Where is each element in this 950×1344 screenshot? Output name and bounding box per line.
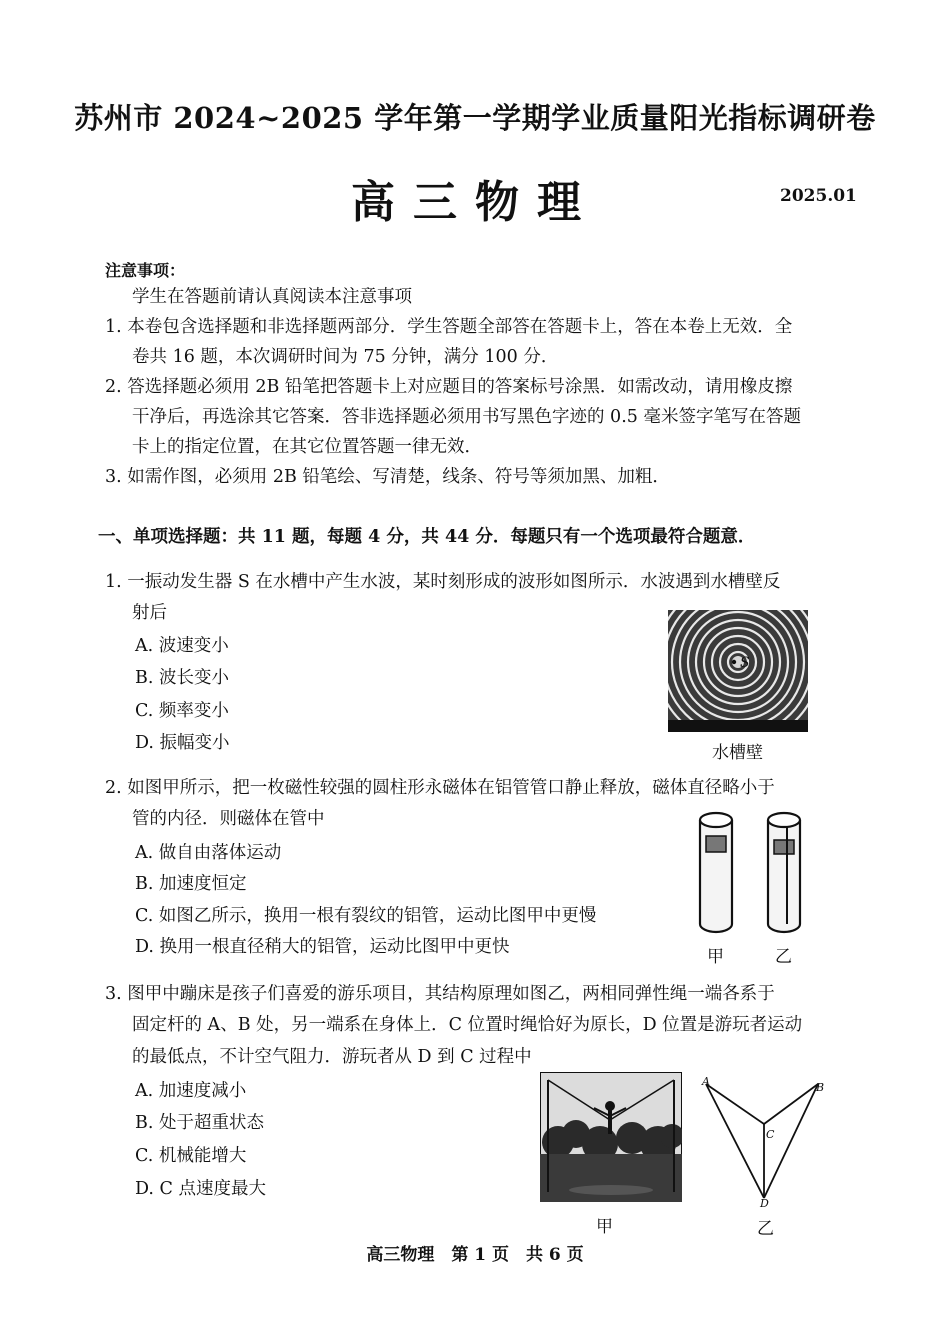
notice-line: 卡上的指定位置，在其它位置答题一律无效． [132,437,482,457]
question-3-stem-cont: 的最低点，不计空气阻力．游玩者从 D 到 C 过程中 [132,1047,532,1067]
notice-line: 1. 本卷包含选择题和非选择题两部分．学生答题全部答在答题卡上，答在本卷上无效．全 [105,317,793,337]
figure-label-jia: 甲 [596,1217,613,1237]
point-c-label: C [766,1128,775,1141]
point-a-label: A [702,1075,710,1088]
question-1-stem-cont: 射后 [132,603,167,623]
question-2-stem: 2. 如图甲所示，把一枚磁性较强的圆柱形永磁体在铝管管口静止释放，磁体直径略小于 [105,778,775,798]
notice-line: 2. 答选择题必须用 2B 铅笔把答题卡上对应题目的答案标号涂黑．如需改动，请用橡皮擦 [105,377,793,397]
wave-source-label: S [740,655,750,671]
figure-label-jia: 甲 [707,947,724,967]
question-1-stem: 1. 一振动发生器 S 在水槽中产生水波，某时刻形成的波形如图所示．水波遇到水槽壁反 [105,572,781,592]
question-2-option-a: A. 做自由落体运动 [135,843,282,863]
question-2-option-d: D. 换用一根直径稍大的铝管，运动比图甲中更快 [135,937,510,957]
page-footer: 高三物理 第 1 页 共 6 页 [366,1245,584,1265]
tank-wall-label: 水槽壁 [712,743,763,763]
notice-intro: 学生在答题前请认真阅读本注意事项 [132,287,412,307]
notice-title: 注意事项： [105,261,186,280]
point-d-label: D [760,1197,769,1208]
question-3-option-a: A. 加速度减小 [135,1081,247,1101]
notice-line: 3. 如需作图，必须用 2B 铅笔绘、写清楚，线条、符号等须加黑、加粗． [105,467,670,487]
question-2-stem-cont: 管的内径．则磁体在管中 [132,809,325,829]
cracked-tube-figure-yi [760,806,808,936]
notice-line: 卷共 16 题，本次调研时间为 75 分钟，满分 100 分． [132,347,559,367]
water-wave-figure [668,610,808,732]
elastic-rope-diagram [700,1074,830,1208]
question-2-option-b: B. 加速度恒定 [135,874,247,894]
aluminum-tube-figure-jia [692,806,740,936]
question-3-stem: 3. 图甲中蹦床是孩子们喜爱的游乐项目，其结构原理如图乙，两相同弹性绳一端各系于 [105,984,775,1004]
exam-title: 苏州市 2024~2025 学年第一学期学业质量阳光指标调研卷 [74,101,876,135]
question-1-option-c: C. 频率变小 [135,701,229,721]
question-3-option-d: D. C 点速度最大 [135,1179,266,1199]
question-2-option-c: C. 如图乙所示，换用一根有裂纹的铝管，运动比图甲中更慢 [135,906,597,926]
exam-date: 2025.01 [780,186,857,206]
question-1-option-d: D. 振幅变小 [135,733,230,753]
notice-line: 干净后，再选涂其它答案．答非选择题必须用书写黑色字迹的 0.5 毫米签字笔写在答题 [132,407,801,427]
question-3-option-b: B. 处于超重状态 [135,1113,264,1133]
section-heading: 一、单项选择题：共 11 题，每题 4 分，共 44 分．每题只有一个选项最符合题意． [98,527,756,547]
point-b-label: B [816,1081,825,1094]
question-3-option-c: C. 机械能增大 [135,1146,247,1166]
subject-title: 高三物理 [351,177,599,228]
question-3-stem-cont: 固定杆的 A、B 处，另一端系在身体上．C 位置时绳恰好为原长，D 位置是游玩者运动 [132,1015,803,1035]
figure-label-yi: 乙 [775,947,792,967]
question-1-option-b: B. 波长变小 [135,668,229,688]
trampoline-photo [540,1072,682,1202]
question-1-option-a: A. 波速变小 [135,636,229,656]
figure-label-yi: 乙 [757,1219,774,1239]
